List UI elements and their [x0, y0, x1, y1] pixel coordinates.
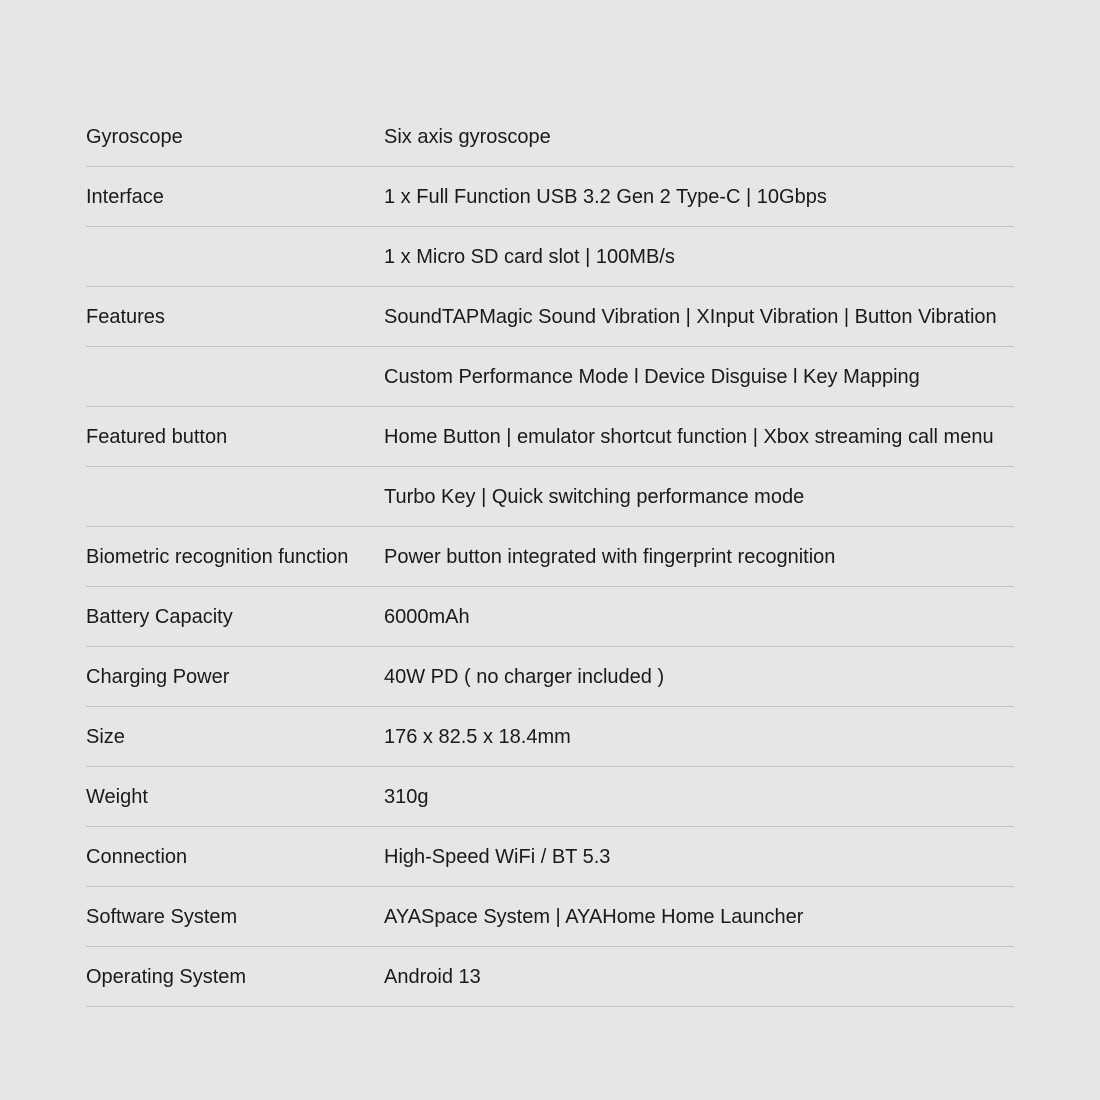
spec-value: 6000mAh — [384, 606, 470, 628]
spec-value: High-Speed WiFi / BT 5.3 — [384, 846, 611, 868]
spec-value: AYASpace System | AYAHome Home Launcher — [384, 906, 804, 928]
spec-row-features-2 — [86, 347, 1014, 407]
spec-value: Android 13 — [384, 966, 481, 988]
spec-label: Gyroscope — [86, 126, 183, 148]
spec-value: 310g — [384, 786, 429, 808]
spec-label: Battery Capacity — [86, 606, 233, 628]
spec-value: Home Button | emulator shortcut function | Xbox streaming call menu — [384, 426, 994, 448]
spec-label: Size — [86, 726, 125, 748]
spec-label: Features — [86, 306, 165, 328]
spec-value: 176 x 82.5 x 18.4mm — [384, 726, 571, 748]
spec-label: Weight — [86, 786, 148, 808]
spec-row-os — [86, 947, 1014, 1007]
spec-label: Operating System — [86, 966, 247, 988]
spec-table — [86, 107, 1014, 1007]
spec-value: 40W PD ( no charger included ) — [384, 666, 665, 688]
spec-row-connection — [86, 827, 1014, 887]
spec-row-weight — [86, 767, 1014, 827]
spec-label: Charging Power — [86, 666, 230, 688]
spec-label: Software System — [86, 906, 238, 928]
spec-label: Connection — [86, 846, 188, 868]
spec-row-battery — [86, 587, 1014, 647]
spec-row-gyroscope — [86, 107, 1014, 167]
spec-value: SoundTAPMagic Sound Vibration | XInput Vibration | Button Vibration — [384, 306, 997, 328]
spec-row-featured-button-2 — [86, 467, 1014, 527]
spec-label: Interface — [86, 186, 164, 208]
spec-row-biometric — [86, 527, 1014, 587]
spec-value: 1 x Full Function USB 3.2 Gen 2 Type-C | 10Gbps — [384, 186, 827, 208]
spec-value: Custom Performance Mode l Device Disguise l Key Mapping — [384, 366, 920, 388]
spec-row-interface — [86, 167, 1014, 227]
spec-row-interface-sd — [86, 227, 1014, 287]
spec-row-featured-button — [86, 407, 1014, 467]
spec-value: Power button integrated with fingerprint recognition — [384, 546, 836, 568]
spec-label: Featured button — [86, 426, 228, 448]
spec-row-software — [86, 887, 1014, 947]
spec-value: 1 x Micro SD card slot | 100MB/s — [384, 246, 675, 268]
spec-value: Six axis gyroscope — [384, 126, 551, 148]
spec-row-features — [86, 287, 1014, 347]
spec-label: Biometric recognition function — [86, 546, 349, 568]
spec-value: Turbo Key | Quick switching performance mode — [384, 486, 805, 508]
spec-row-charging — [86, 647, 1014, 707]
spec-row-size — [86, 707, 1014, 767]
